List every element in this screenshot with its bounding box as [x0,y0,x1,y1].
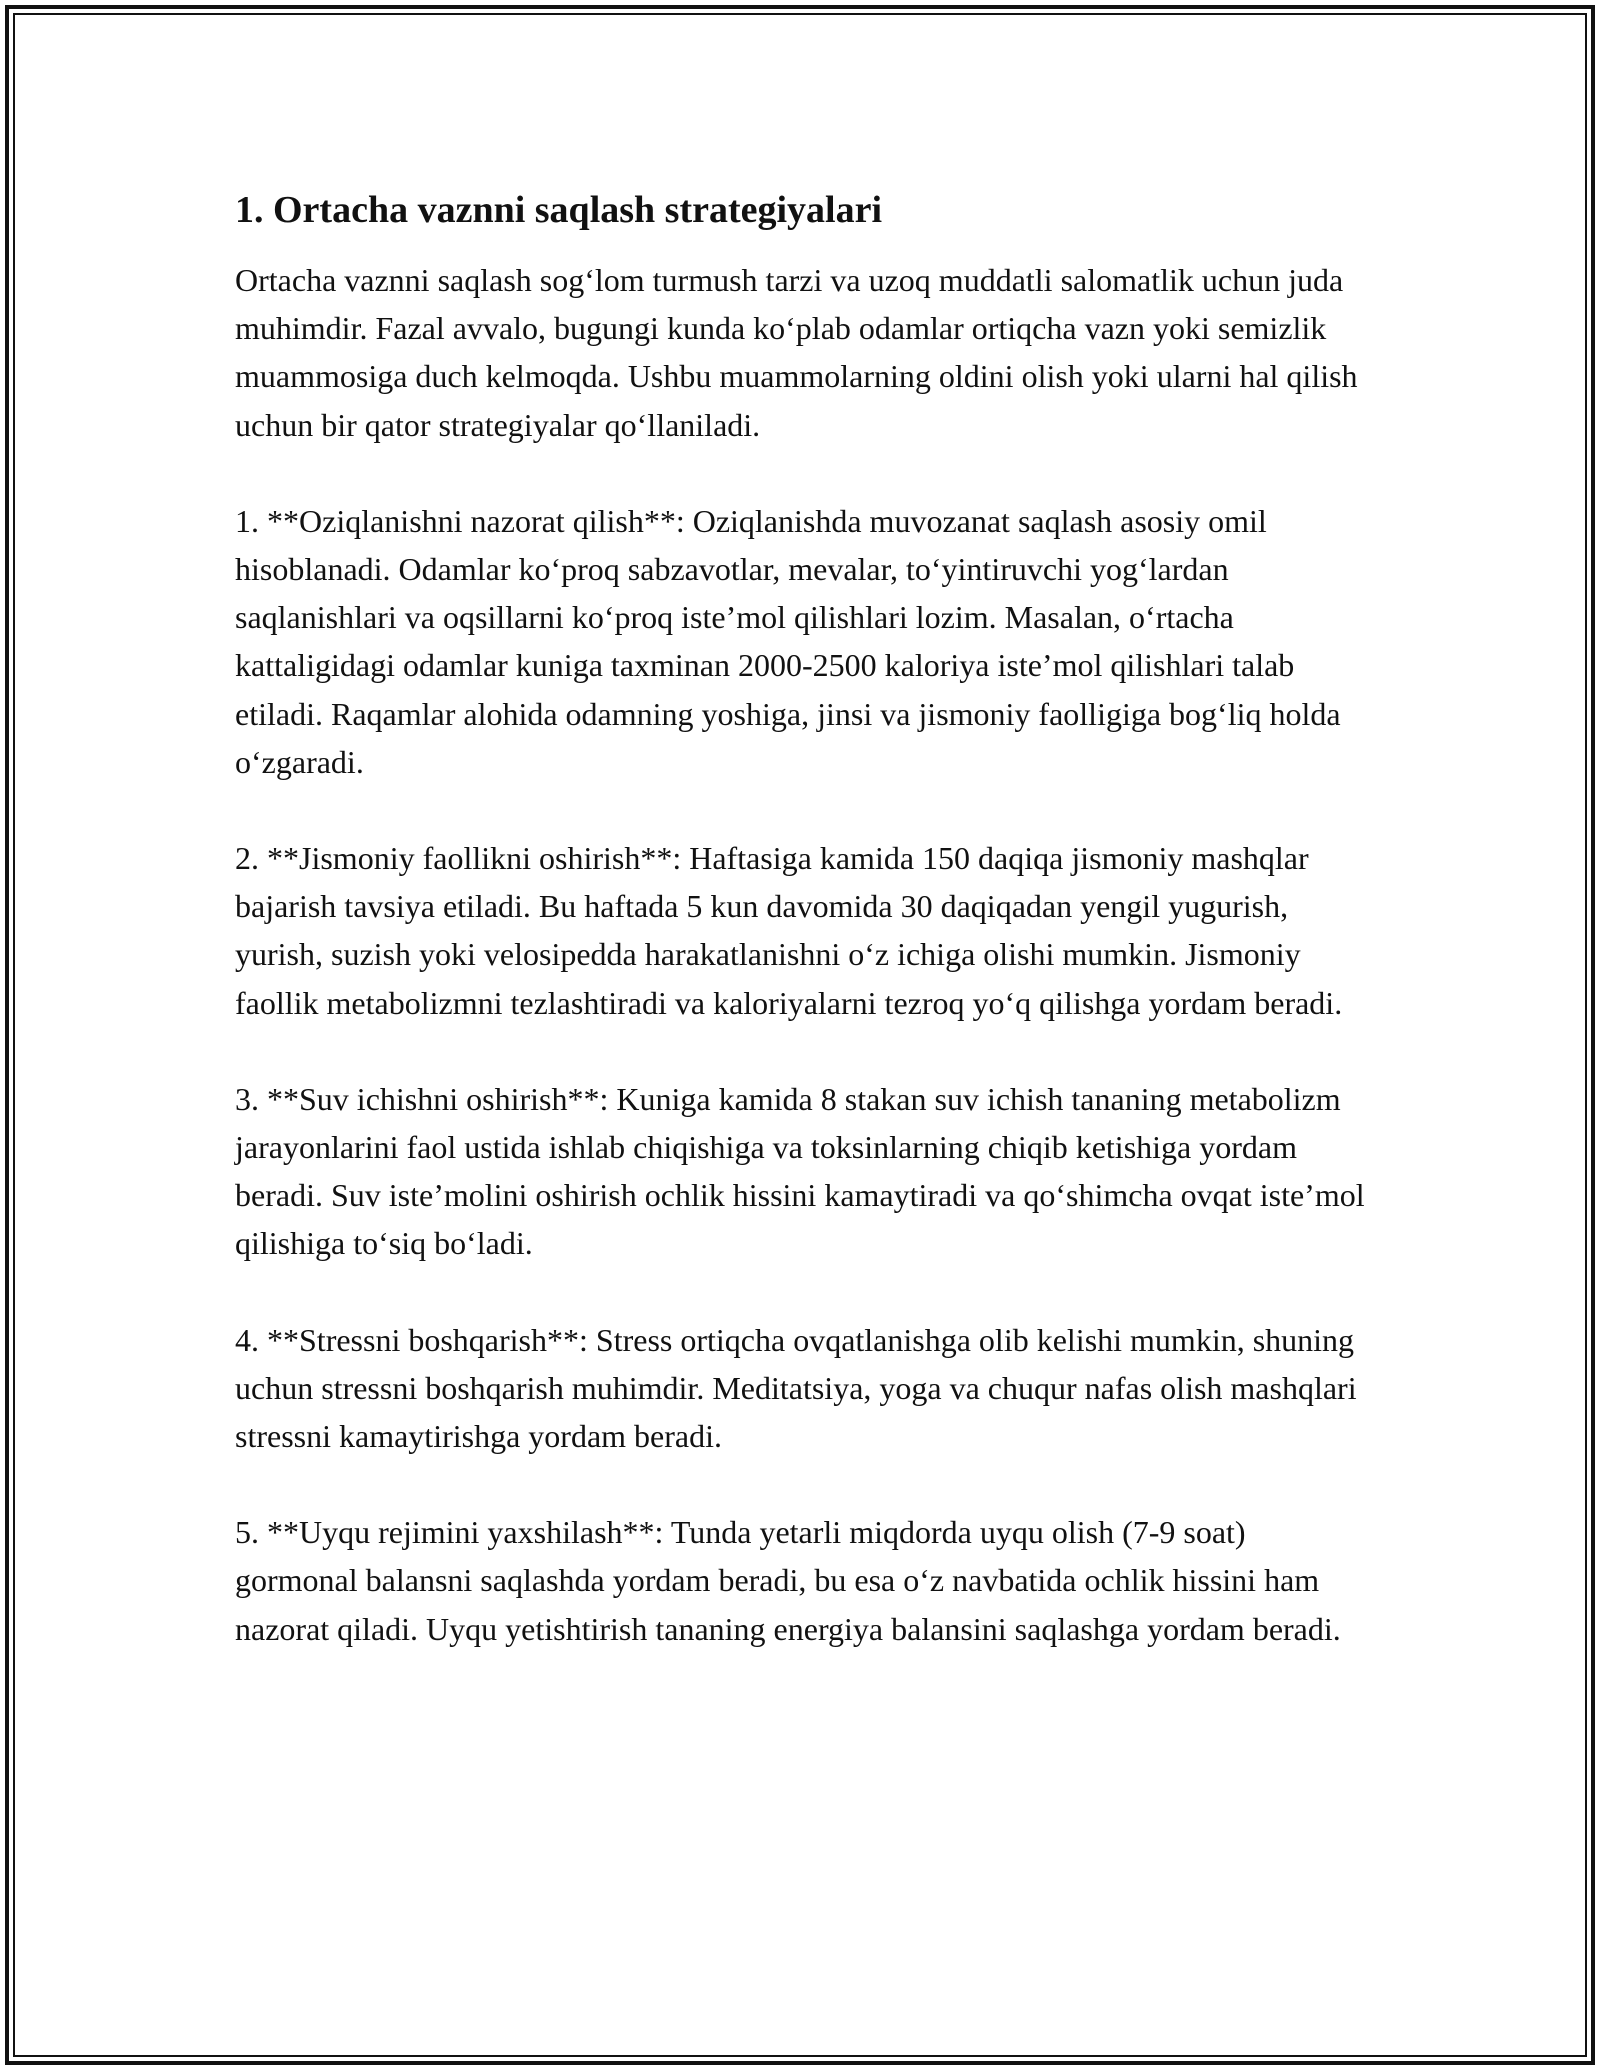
document-body [235,186,1365,1701]
strategy-activity-paragraph: 2. **Jismoniy faollikni oshirish**: Haftasiga kamida 150 daqiqa jismoniy mashqlar bajarish tavsiya etiladi. Bu haftada 5 kun davomida 30 daqiqadan yengil yugurish, yurish, suzish yoki velosipedda harakatlanishni o‘z ichiga olishi mumkin. Jismoniy faollik metabolizmni tezlashtiradi va kaloriyalarni tezroq yo‘q qilishga yordam beradi. [235,840,1343,1021]
strategy-nutrition-paragraph: 1. **Oziqlanishni nazorat qilish**: Oziqlanishda muvozanat saqlash asosiy omil hisoblanadi. Odamlar ko‘proq sabzavotlar, mevalar, to‘yintiruvchi yog‘lardan saqlanishlari va oqsillarni ko‘proq iste’mol qilishlari lozim. Masalan, o‘rtacha kattaligidagi odamlar kuniga taxminan 2000-2500 kaloriya iste’mol qilishlari talab etiladi. Raqamlar alohida odamning yoshiga, jinsi va jismoniy faolligiga bog‘liq holda o‘zgaradi. [235,502,1341,780]
strategy-sleep-paragraph: 5. **Uyqu rejimini yaxshilash**: Tunda yetarli miqdorda uyqu olish (7-9 soat) gormonal balansni saqlashda yordam beradi, bu esa o‘z navbatida ochlik hissini ham nazorat qiladi. Uyqu yetishtirish tananing energiya balansini saqlashga yordam beradi. [235,1514,1341,1647]
intro-paragraph: Ortacha vaznni saqlash sog‘lom turmush tarzi va uzoq muddatli salomatlik uchun juda muhimdir. Fazal avvalo, bugungi kunda ko‘plab odamlar ortiqcha vazn yoki semizlik muammosiga duch kelmoqda. Ushbu muammolarning oldini olish yoki ularni hal qilish uchun bir qator strategiyalar qo‘llaniladi. [235,262,1358,443]
section-heading: 1. Ortacha vaznni saqlash strategiyalari [235,189,883,231]
strategy-water-paragraph: 3. **Suv ichishni oshirish**: Kuniga kamida 8 stakan suv ichish tananing metabolizm jarayonlarini faol ustida ishlab chiqishiga va toksinlarning chiqib ketishiga yordam beradi. Suv iste’molini oshirish ochlik hissini kamaytiradi va qo‘shimcha ovqat iste’mol qilishiga to‘siq bo‘ladi. [235,1080,1365,1262]
strategy-stress-paragraph: 4. **Stressni boshqarish**: Stress ortiqcha ovqatlanishga olib kelishi mumkin, shuning uchun stressni boshqarish muhimdir. Meditatsiya, yoga va chuqur nafas olish mashqlari stressni kamaytirishga yordam beradi. [235,1321,1357,1455]
